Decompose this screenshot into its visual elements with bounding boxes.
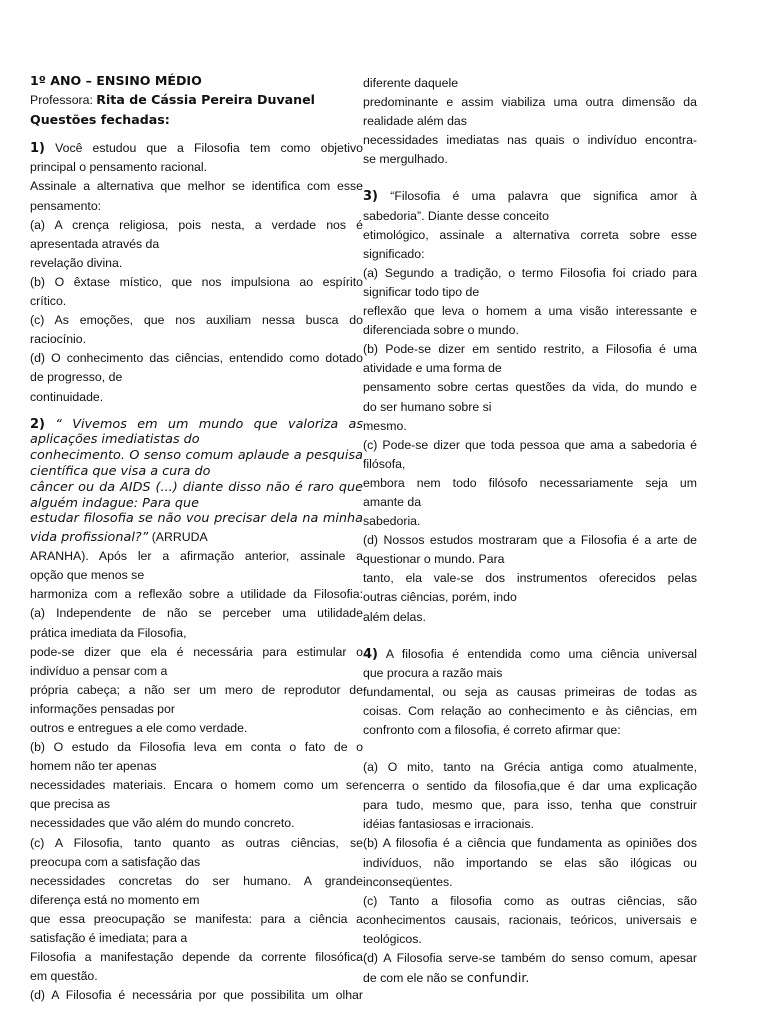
question-2: 2) “ Vivemos em um mundo que valoriza as aplicações imediatistas do conhecimento. O senso comum aplaude a pesquisa científica que visa a cura do câncer ou da AIDS (...) diante disso não é raro que alguém indague: Para que estudar filosofia se não vou precisar dela na minha vida profissional?” (ARRUDA ARANHA). Após ler a afirmação anterior, assinale a opção que menos se harmoniza com a reflexão sobre a utilidade da Filosofia: (a) Independente de não se perceber uma utilidade prática imediata da Filosofia, pode-se dizer que ela é necessária para estimular o indivíduo a pensar com a própria cabeça; a não ser um mero de reprodutor de informações pensadas por outros e entregues a ele como verdade. (b) O estudo da Filosofia leva em conta o fato de o homem não ter apenas necessidades materiais. Encara o homem como um ser que precisa as necessidades que vão além do mundo concreto. (c) A Filosofia, tanto quanto as outras ciências, se preocupa com a satisfação das necessidades concretas do ser humano. A grande diferença está no momento em que essa preocupação se manifesta: para a ciência a satisfação é imediata; para a Filosofia a manifestação depende da corrente filosófica em questão. (d) A Filosofia é necessária por que possibilita um olhar (30, 417, 363, 1006)
question-number: 4) (363, 646, 378, 662)
grade-heading: 1º ANO – ENSINO MÉDIO (30, 73, 202, 88)
option-d: (d) A Filosofia serve-se também do senso comum, apesar (363, 951, 697, 966)
section-heading: Questões fechadas: (30, 112, 170, 128)
option-b: (b) O êxtase místico, que nos impulsiona ao espírito (30, 274, 363, 289)
question-2-continued: diferente daquele predominante e assim viabiliza uma outra dimensão da realidade além das necessidades imediatas nas quais o indivíduo encontra- se mergulhado. (363, 76, 697, 167)
question-1: 1) Você estudou que a Filosofia tem como objetivo principal o pensamento racional. Assinale a alternativa que melhor se identifica com esse pensamento: (a) A crença religiosa, pois nesta, a verdade nos é apresentada através da revelação divina. (b) O êxtase místico, que nos impulsiona ao espírito crítico. (c) As emoções, que nos auxiliam nessa busca do raciocínio. (d) O conhecimento das ciências, entendido como dotado de progresso, de continuidade. (30, 141, 363, 404)
option-c: (c) A Filosofia, tanto quanto as outras ciências, se (30, 835, 363, 850)
option-d: (d) O conhecimento das ciências, entendido como dotado (30, 351, 363, 366)
teacher-name: Rita de Cássia Pereira Duvanel (96, 92, 315, 108)
option-c: (c) As emoções, que nos auxiliam nessa busca do (30, 313, 363, 328)
option-a: (a) O mito, tanto na Grécia antiga como atualmente, (363, 760, 697, 775)
option-a: (a) A crença religiosa, pois nesta, a verdade nos é (30, 217, 363, 232)
option-d: (d) Nossos estudos mostraram que a Filosofia é a arte de (363, 533, 697, 548)
option-a: (a) Independente de não se perceber uma utilidade (30, 606, 363, 621)
question-number: 2) (30, 416, 45, 432)
question-number: 3) (363, 189, 378, 205)
option-a: (a) Segundo a tradição, o termo Filosofia foi criado para (363, 265, 697, 280)
teacher-line: Professora: Rita de Cássia Pereira Duvanel (30, 92, 315, 108)
question-number: 1) (30, 141, 45, 157)
option-c: (c) Pode-se dizer que toda pessoa que ama a sabedoria é (363, 437, 697, 452)
option-c: (c) Tanto a filosofia como as outras ciências, são (363, 893, 697, 908)
question-3: 3) “Filosofia é uma palavra que significa amor à sabedoria”. Diante desse conceito etimológico, assinale a alternativa correta sobre esse significado: (a) Segundo a tradição, o termo Filosofia foi criado para significar todo tipo de reflexão que leva o homem a uma visão interessante e diferenciada sobre o mundo. (b) Pode-se dizer em sentido restrito, a Filosofia é uma atividade e uma forma de pensamento sobre certas questões da vida, do mundo e do ser humano sobre si mesmo. (c) Pode-se dizer que toda pessoa que ama a sabedoria é filósofa, embora nem todo filósofo necessariamente seja um amante da sabedoria. (d) Nossos estudos mostraram que a Filosofia é a arte de questionar o mundo. Para tanto, ela vale-se dos instrumentos oferecidos pelas outras ciências, porém, indo além delas. (363, 189, 697, 624)
question-4: 4) A filosofia é entendida como uma ciência universal que procura a razão mais fundamental, ou seja as causas primeiras de todas as coisas. Com relação ao conhecimento e às ciências, em confronto com a filosofia, é correto afirmar que: (a) O mito, tanto na Grécia antiga como atualmente, encerra o sentido da filosofia,que é dar uma explicação para tudo, mesmo que, para isso, tenha que construir idéias fantasiosas e irracionais. (b) A filosofia é a ciência que fundamenta as opiniões dos indivíduos, não importando se elas são ilógicas ou inconseqüentes. (c) Tanto a filosofia como as outras ciências, são conhecimentos causais, racionais, teóricos, universais e teológicos. (d) A Filosofia serve-se também do senso comum, apesar de com ele não se confundir. (363, 646, 697, 986)
right-column (363, 74, 697, 988)
option-b: (b) A filosofia é a ciência que fundamenta as opiniões dos (363, 836, 697, 851)
option-d: (d) A Filosofia é necessária por que possibilita um olhar (30, 988, 363, 1003)
citation: (ARRUDA (148, 530, 208, 545)
option-b: (b) Pode-se dizer em sentido restrito, a Filosofia é uma (363, 342, 697, 357)
option-b: (b) O estudo da Filosofia leva em conta o fato de o (30, 740, 363, 755)
left-column (30, 71, 363, 1005)
